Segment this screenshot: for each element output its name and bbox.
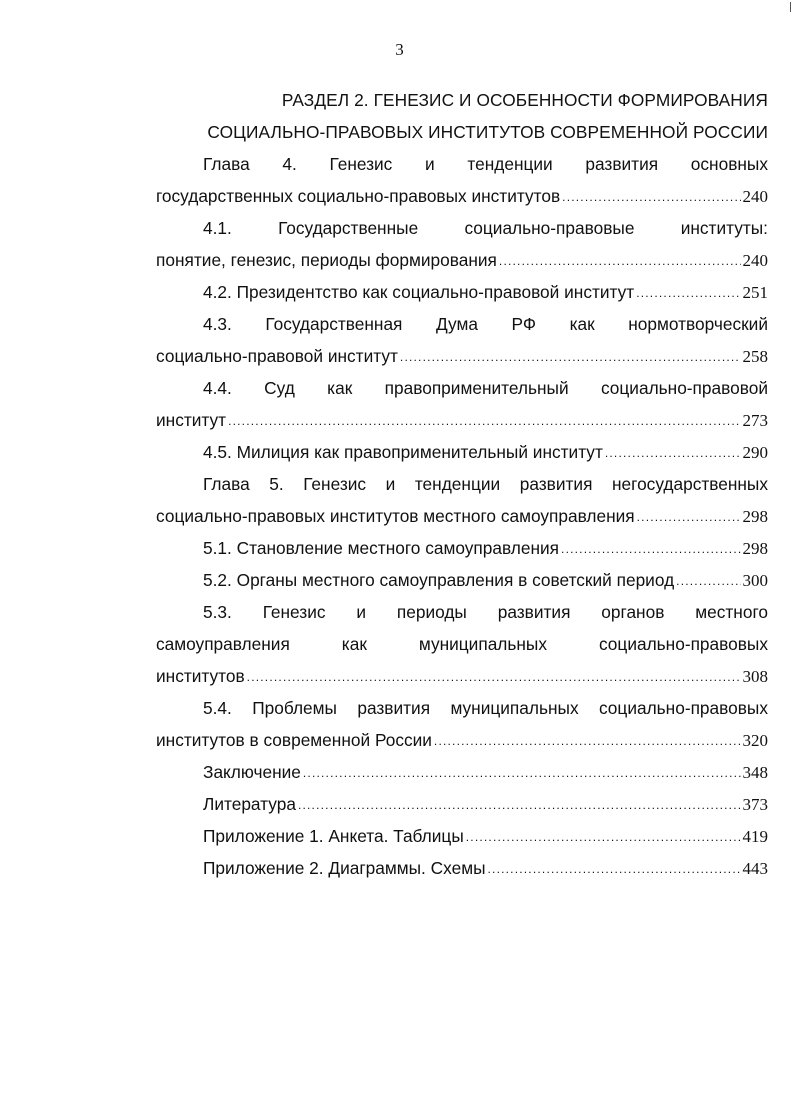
toc-entry-title: Литература <box>203 794 296 814</box>
toc-entry-title: Заключение <box>203 762 301 782</box>
toc-page-number: 348 <box>742 763 768 782</box>
toc-entry-line: самоуправления как муниципальных социально-правовых <box>156 634 768 654</box>
toc-entry[interactable] <box>156 148 768 212</box>
toc-page-number: 373 <box>742 795 768 814</box>
toc-page-number: 298 <box>742 539 768 558</box>
toc-entry-title: понятие, генезис, периоды формирования <box>156 250 497 270</box>
toc-entry-title: 4.5. Милиция как правоприменительный институт <box>203 442 603 462</box>
toc-entry[interactable] <box>156 532 768 564</box>
toc-entry[interactable] <box>156 852 768 884</box>
toc-page-number: 273 <box>742 411 768 430</box>
dot-leader <box>499 245 741 277</box>
toc-entry[interactable] <box>156 756 768 788</box>
toc-page-number: 251 <box>742 283 768 302</box>
section-heading <box>156 84 768 148</box>
toc-entry-line: 5.3. Генезис и периоды развития органов местного <box>203 602 768 622</box>
toc-entry-title: государственных социально-правовых институтов <box>156 186 561 206</box>
toc-page-number: 308 <box>742 667 768 686</box>
toc-entry[interactable] <box>156 212 768 276</box>
toc-entry-title: 5.1. Становление местного самоуправления <box>203 538 560 558</box>
toc-entry-title: Приложение 2. Диаграммы. Схемы <box>203 858 486 878</box>
toc-entry[interactable] <box>156 564 768 596</box>
dot-leader <box>637 501 741 533</box>
dot-leader <box>605 437 741 469</box>
toc-page-number: 320 <box>742 731 768 750</box>
dot-leader <box>434 725 741 757</box>
toc-entry-line: Глава 4. Генезис и тенденции развития основных <box>203 154 768 174</box>
section-heading-line-1: РАЗДЕЛ 2. ГЕНЕЗИС И ОСОБЕННОСТИ ФОРМИРОВАНИЯ <box>281 90 768 110</box>
toc-page-number: 258 <box>742 347 768 366</box>
dot-leader <box>676 565 740 597</box>
toc-entry-title: Приложение 1. Анкета. Таблицы <box>203 826 464 846</box>
toc-page-number: 443 <box>742 859 768 878</box>
toc-entry[interactable] <box>156 788 768 820</box>
toc-entry-line: 4.1. Государственные социально-правовые институты: <box>203 218 768 238</box>
toc-entry[interactable] <box>156 308 768 372</box>
toc-entry-title: социально-правовых институтов местного самоуправления <box>156 506 635 526</box>
toc-entry-line: 5.4. Проблемы развития муниципальных социально-правовых <box>203 698 768 718</box>
toc-entry[interactable] <box>156 820 768 852</box>
dot-leader <box>400 341 741 373</box>
dot-leader <box>298 789 741 821</box>
toc-entry[interactable] <box>156 436 768 468</box>
toc-entry-title: социально-правовой институт <box>156 346 398 366</box>
toc-page-number: 290 <box>742 443 768 462</box>
toc-entry[interactable] <box>156 468 768 532</box>
toc-page-number: 300 <box>742 571 768 590</box>
toc-entry[interactable] <box>156 372 768 436</box>
toc-entry-title: институтов в современной России <box>156 730 432 750</box>
dot-leader <box>466 821 741 853</box>
toc-page-number: 419 <box>742 827 768 846</box>
dot-leader <box>488 853 741 885</box>
dot-leader <box>561 533 740 565</box>
toc-entry[interactable] <box>156 692 768 756</box>
section-heading-line-2: СОЦИАЛЬНО-ПРАВОВЫХ ИНСТИТУТОВ СОВРЕМЕННОЙ РОССИИ <box>207 122 768 142</box>
toc-entry-line: Глава 5. Генезис и тенденции развития негосударственных <box>203 474 768 494</box>
toc-page-number: 298 <box>742 507 768 526</box>
page-number: 3 <box>395 40 404 59</box>
toc-entry[interactable] <box>156 596 768 692</box>
toc-entry-title: 5.2. Органы местного самоуправления в советский период <box>203 570 675 590</box>
toc-entry-line: 4.3. Государственная Дума РФ как нормотворческий <box>203 314 768 334</box>
toc-page-number: 240 <box>742 251 768 270</box>
toc-page-number: 240 <box>742 187 768 206</box>
toc-entry-title: институт <box>156 410 227 430</box>
table-of-contents <box>156 84 768 884</box>
dot-leader <box>247 661 741 693</box>
toc-entry-title: институтов <box>156 666 245 686</box>
toc-entry[interactable] <box>156 276 768 308</box>
dot-leader <box>303 757 741 789</box>
scan-mark <box>790 2 791 12</box>
dot-leader <box>228 405 740 437</box>
dot-leader <box>636 277 740 309</box>
dot-leader <box>562 181 740 213</box>
toc-entry-line: 4.4. Суд как правоприменительный социально-правовой <box>203 378 768 398</box>
toc-entry-title: 4.2. Президентство как социально-правовой институт <box>203 282 635 302</box>
